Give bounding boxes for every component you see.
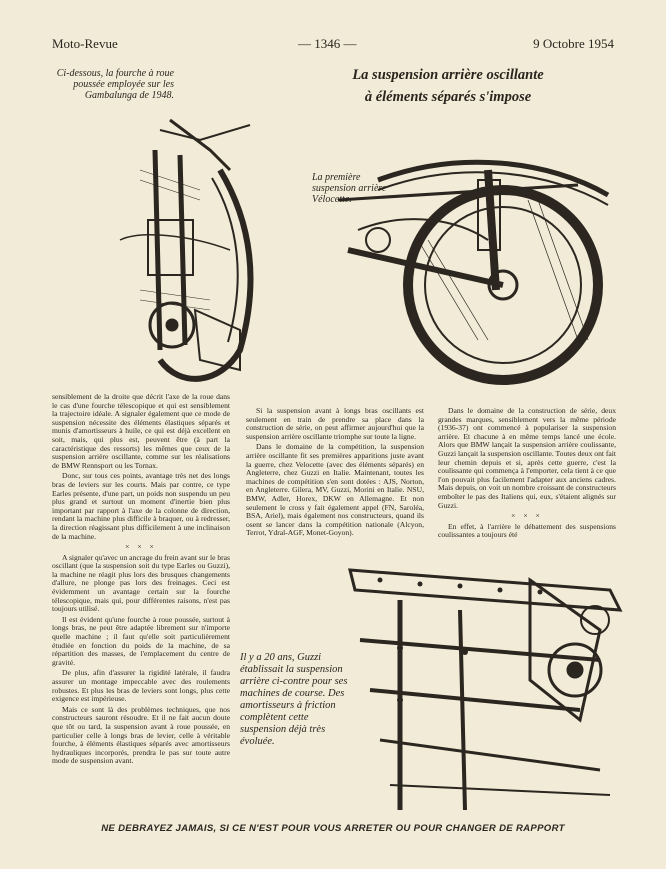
paragraph: Il est évident qu'une fourche à roue poussée, surtout à longs bras, ne peut être adaptée librement sur n'importe quelle machine ; il faut qu'elle soit particulièrement étudiée en fonction du poids de la machine, de sa répartition des masses, de l'emplacement du centre de gravité.: [52, 614, 230, 667]
paragraph: Mais ce sont là des problèmes techniques, que nos constructeurs sauront résoudre. Et il ne fait aucun doute que tôt ou tard, la suspension avant à roue poussée, en particulier celle à longs bras de levier, celle à véritable fourche, à éléments élastiques séparés avec amortisseurs hydrauliques incorporés, prendra le pas sur toute autre mode de suspension avant.: [52, 704, 230, 766]
paragraph: sensiblement de la droite que décrit l'axe de la roue dans le cas d'une fourche télescopique et qui est sensiblement la trajectoire idéale. A signaler également que ce mode de suspension nécessite des éléments élastiques séparés et munis d'amortisseurs à huile, ce qui est déjà excellent en soit, mais, qui plus est, peuvent être (à part la caractéristique des ressorts) les mêmes que ceux de la suspension arrière oscillante, comme sur les réalisations de BMW Rennsport ou les Tornax.: [52, 393, 230, 470]
fork-illustration: [100, 110, 260, 390]
velocette-illustration: [318, 140, 618, 390]
issue-date: 9 Octobre 1954: [533, 36, 614, 51]
title-line-2: à éléments séparés s'impose: [364, 89, 532, 105]
paragraph: Si la suspension avant à longs bras oscillants est seulement en train de prendre sa place dans la construction de série, on peut affirmer aujourd'hui que la suspension arrière oscillante triomphe sur toute la ligne.: [246, 407, 424, 441]
caption-velocette: La première suspension arrière Vélocette.: [312, 172, 387, 205]
column-1: [52, 393, 230, 813]
section-separator: × × ×: [125, 542, 157, 552]
page-number: — 1346 —: [298, 36, 357, 51]
guzzi-suspension-illustration: [340, 540, 630, 820]
column-2: [246, 407, 424, 557]
paragraph: Dans le domaine de la construction de série, deux grandes marques, sensiblement vers la même période (1936-37) ont commencé à populariser la suspension arrière. Et chacune à en même temps lancé une école. Alors que BMW lançait la suspension arrière coulissante, Guzzi lançait la suspension oscillante. Toutes deux ont fait leur chemin depuis et si, après cette guerre, c'est la coulissante qui commença à l'emporter, cela tient à ce que l'on pouvait plus facilement l'adapter aux anciens cadres. Mais depuis, on voit un nombre croissant de constructeurs emboîter le pas des Italiens qui, eux, s'étaient alignés sur Guzzi.: [438, 407, 616, 510]
paragraph: Dans le domaine de la compétition, la suspension arrière oscillante fit ses premières apparitions juste avant la guerre, chez Velocette (avec des éléments séparés) en Angleterre, chez Guzzi en Italie. Maintenant, toutes les machines de compétition s'en sont dotées : AJS, Norton, en Angleterre. Gilera, MV, Guzzi, Morini en Italie. NSU, BMW, Adler, Horex, DKW en Allemagne. Et non seulement le cross y fait également appel (FN, Saroléa, BSA, Ariel), mais également nos constructeurs, quand ils osent se lancer dans la compétition nationale (Alcyon, Terrot, Ydral-AGF, Monet-Goyon).: [246, 442, 424, 538]
caption-guzzi: Il y a 20 ans, Guzzi établissait la suspension arrière ci-contre pour ses machines de course. Des amortisseurs à friction complètent cette suspension déjà très évoluée.: [240, 652, 348, 747]
paragraph: De plus, afin d'assurer la rigidité latérale, il faudra assurer un montage impeccable avec des roulements robustes. Et plus les bras de leviers sont longs, plus cette exigence est impérieuse.: [52, 668, 230, 704]
footer-slogan: NE DEBRAYEZ JAMAIS, SI CE N'EST POUR VOUS ARRETER OU POUR CHANGER DE RAPPORT: [101, 823, 565, 834]
column-3: [438, 407, 616, 547]
section-separator: × × ×: [511, 511, 543, 521]
paragraph: A signaler qu'avec un ancrage du frein avant sur le bras oscillant (que la suspension soit du type Earles ou Guzzi), la machine ne réagit plus lors des brusques changements d'allure, ne plonge pas lors des freinages. Ceci est évidemment un avantage certain sur la fourche télescopique, mais qui, pour différentes raisons, n'est pas toujours utilisé.: [52, 552, 230, 614]
caption-fork: Ci-dessous, la fourche à roue poussée employée sur les Gambalunga de 1948.: [56, 68, 174, 101]
paragraph: Donc, sur tous ces points, avantage très net des longs bras de leviers sur les courts. Mais par contre, ce type Earles présente, d'une part, un poids non suspendu un peu plus grand et surtout un moment d'inertie bien plus important par rapport à l'axe de la colonne de direction, rendant la machine plus difficile à braquer, ou à redresser, la direction réagissant plus difficilement à une inclinaison de la machine.: [52, 471, 230, 541]
title-line-1: La suspension arrière oscillante: [352, 67, 544, 83]
magazine-name: Moto-Revue: [52, 36, 118, 51]
paragraph: En effet, à l'arrière le débattement des suspensions coulissantes a toujours été: [438, 521, 616, 540]
article-title: [298, 64, 598, 108]
